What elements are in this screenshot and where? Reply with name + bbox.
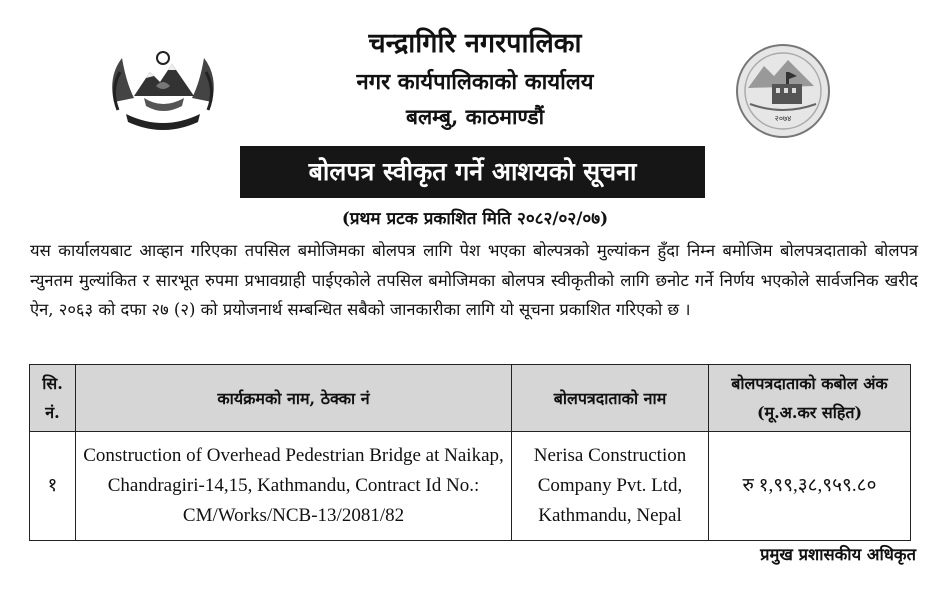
cell-sn: १ (30, 432, 76, 541)
header-amount: बोलपत्रदाताको कबोल अंक (मू.अ.कर सहित) (709, 365, 911, 432)
signature: प्रमुख प्रशासकीय अधिकृत (760, 545, 916, 564)
office-name: नगर कार्यपालिकाको कार्यालय (356, 69, 594, 95)
table-header-row (30, 365, 911, 432)
cell-project: Construction of Overhead Pedestrian Bridge at Naikap, Chandragiri-14,15, Kathmandu, Contract Id No.: CM/Works/NCB-13/2081/82 (76, 432, 512, 541)
award-table (29, 364, 911, 541)
letterhead (0, 26, 950, 134)
publish-date: (प्रथम प्रटक प्रकाशित मिति २०८२/०२/०७) (341, 209, 609, 229)
office-address: बलम्बु, काठमाण्डौं (405, 104, 545, 129)
svg-text:२०७४: २०७४ (774, 114, 792, 123)
header-project: कार्यक्रमको नाम, ठेक्का नं (76, 365, 512, 432)
cell-amount: रु १,९९,३८,९५९.८० (709, 432, 911, 541)
notice-title: बोलपत्र स्वीकृत गर्ने आशयको सूचना (240, 146, 705, 198)
header-sn: सि. नं. (30, 365, 76, 432)
notice-body: यस कार्यालयबाट आव्हान गरिएका तपसिल बमोजिमका बोलपत्र लागि पेश भएका बोल्पत्रको मुल्यांकन हुँदा निम्न बमोजिम बोलपत्रदाताको बोलपत्र न्युनतम मुल्यांकित र सारभूत रुपमा प्रभावग्राही पाईएकोले तपसिल बमोजिमका बोलपत्र स्वीकृतीको लागि छनोट गर्ने निर्णय भएकोले सार्वजनिक खरीद ऐन, २०६३ को दफा २७ (२) को प्रयोजनार्थ सम्बन्धित सबैको जानकारीका लागि यो सूचना प्रकाशित गरिएको छ । (30, 241, 918, 319)
org-name: चन्द्रागिरि नगरपालिका (368, 28, 582, 59)
cell-bidder: Nerisa Construction Company Pvt. Ltd, Kathmandu, Nepal (512, 432, 709, 541)
table-row (30, 432, 911, 541)
header-bidder: बोलपत्रदाताको नाम (512, 365, 709, 432)
